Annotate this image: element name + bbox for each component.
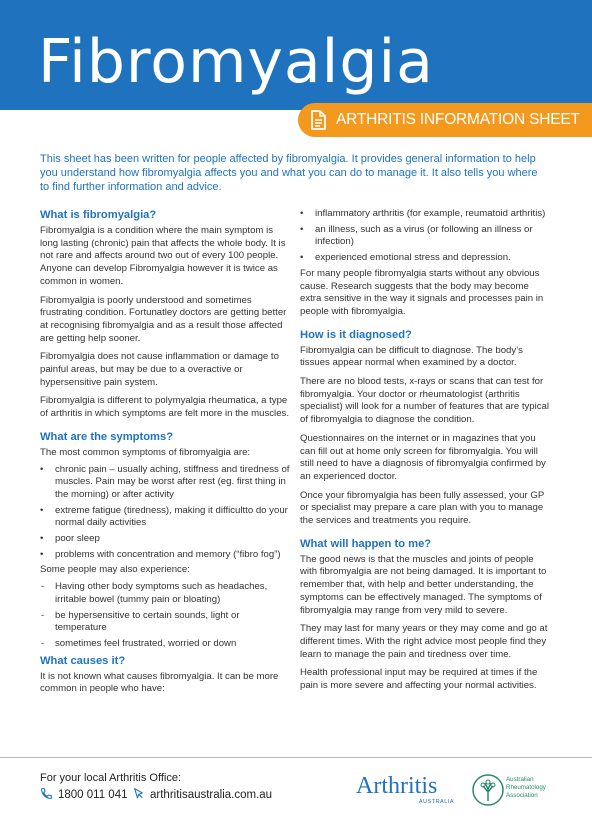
section-heading-diagnosis: How is it diagnosed? xyxy=(300,328,412,341)
header-banner xyxy=(0,0,592,110)
cause-list xyxy=(300,208,552,265)
sheet-type-badge xyxy=(298,103,592,137)
section-heading-causes: What causes it? xyxy=(40,654,126,667)
paragraph: The good news is that the muscles and joints of people with fibromyalgia are not being damaged. It is important to remember that, with help and better understanding, the symptoms can be effectively managed. The symptoms of fibromyalgia may range from very mild to severe. xyxy=(300,553,547,616)
arthritis-australia-logo xyxy=(356,772,460,808)
ara-name-line: Australian xyxy=(506,776,534,783)
footer-website-link[interactable] xyxy=(132,787,272,803)
section-heading-what-is: What is fibromyalgia? xyxy=(40,209,157,221)
tree-icon xyxy=(472,774,504,811)
list-item: • extreme fatigue (tiredness), making it difficultto do your normal daily activities xyxy=(40,505,292,530)
list-item: • experienced emotional stress and depression. xyxy=(300,252,552,265)
cursor-icon xyxy=(132,787,145,803)
list-item: - Having other body symptoms such as headaches, irritable bowel (tummy pain or bloating) xyxy=(40,581,292,606)
intro-paragraph: This sheet has been written for people affected by fibromyalgia. It provides general information to help you understand how fibromyalgia affects you and what you can do to manage it. It also tells you where to find further information and advice. xyxy=(40,153,538,193)
document-icon xyxy=(306,108,330,132)
phone-number: 1800 011 041 xyxy=(58,789,128,801)
list-item: • inflammatory arthritis (for example, reumatoid arthritis) xyxy=(300,208,552,221)
list-item: - be hypersensitive to certain sounds, light or temperature xyxy=(40,610,292,635)
ara-name xyxy=(506,776,546,799)
footer-divider xyxy=(0,757,592,758)
ara-name-line: Association xyxy=(506,791,538,799)
list-item: • poor sleep xyxy=(40,533,292,546)
paragraph: Fibromyalgia does not cause inflammation or damage to painful areas, but may be due to a overactive or hypersensitive pain system. xyxy=(40,351,279,388)
logo-wordmark: Arthritis xyxy=(356,773,438,799)
paragraph: The most common symptoms of fibromyalgia are: xyxy=(40,446,251,458)
footer-heading: For your local Arthritis Office: xyxy=(40,772,182,784)
list-item: • chronic pain – usually aching, stiffness and tiredness of muscles. Pain may be worst after rest (eg. first thing in the morning) or after activity xyxy=(40,464,292,502)
paragraph: Fibromyalgia can be difficult to diagnose. The body’s tissues appear normal when examined by a doctor. xyxy=(300,344,523,369)
section-heading-outlook: What will happen to me? xyxy=(300,537,432,550)
paragraph: It is not known what causes fibromyalgia. It can be more common in people who have: xyxy=(40,670,279,695)
right-column xyxy=(300,208,552,699)
paragraph: They may last for many years or they may come and go at different times. With the right advice most people find they learn to manage the pain and tiredness over time. xyxy=(300,623,548,660)
phone-icon xyxy=(40,787,53,803)
paragraph: Some people may also experience: xyxy=(40,564,190,576)
paragraph: Health professional input may be required at times if the pain is more severe and affecting your normal activities. xyxy=(300,667,538,692)
website-url: arthritisaustralia.com.au xyxy=(150,789,273,801)
ara-logo xyxy=(472,772,582,812)
paragraph: Once your fibromyalgia has been fully assessed, your GP or specialist may prepare a care plan with you to manage the services and treatments you require. xyxy=(300,489,545,527)
paragraph: Fibromyalgia is a condition where the main symptom is long lasting (chronic) pain that affects the whole body. It is not rare and affects around two out of every 100 people. Anyone can develop Fibromyalgia however it is twice as common in women. xyxy=(40,225,286,287)
list-item: - sometimes feel frustrated, worried or down xyxy=(40,638,292,651)
other-symptom-list xyxy=(40,581,292,651)
paragraph: Fibromyalgia is different to polymyalgia rheumatica, a type of arthritis in which symptoms are felt more in the muscles. xyxy=(40,395,289,420)
symptom-list xyxy=(40,464,292,562)
list-item: • an illness, such as a virus (or following an illness or infection) xyxy=(300,224,552,249)
ara-name-line: Rheumatology xyxy=(506,783,546,791)
paragraph: Questionnaires on the internet or in magazines that you can fill out at home only screen for fibromyalgia. You will still need to have a diagnosis of fibromyalgia confirmed by an experienced doctor. xyxy=(300,432,546,482)
left-column xyxy=(40,208,292,702)
paragraph: There are no blood tests, x-rays or scans that can test for fibromyalgia. Your doctor or rheumatologist (arthritis specialist) will look for a number of features that are typical of fibromyalgia to diagnose the condition. xyxy=(300,376,550,426)
paragraph: Fibromyalgia is poorly understood and sometimes frustrating condition. Fortunatley doctors are getting better at recognising fibromyalgia and as a result those affected are getting help sooner. xyxy=(40,294,287,344)
sheet-type-label: ARTHRITIS INFORMATION SHEET xyxy=(336,111,580,128)
list-item: • problems with concentration and memory (“fibro fog”) xyxy=(40,549,292,562)
page-title: Fibromyalgia xyxy=(38,27,434,97)
paragraph: For many people fibromyalgia starts without any obvious cause. Research suggests that the body may become extra sensitive in the way it signals and processes pain in people with fibromyalgia. xyxy=(300,267,544,317)
footer-phone[interactable] xyxy=(40,787,128,803)
section-heading-symptoms: What are the symptoms? xyxy=(40,430,174,443)
logo-subtitle: AUSTRALIA xyxy=(418,799,454,805)
